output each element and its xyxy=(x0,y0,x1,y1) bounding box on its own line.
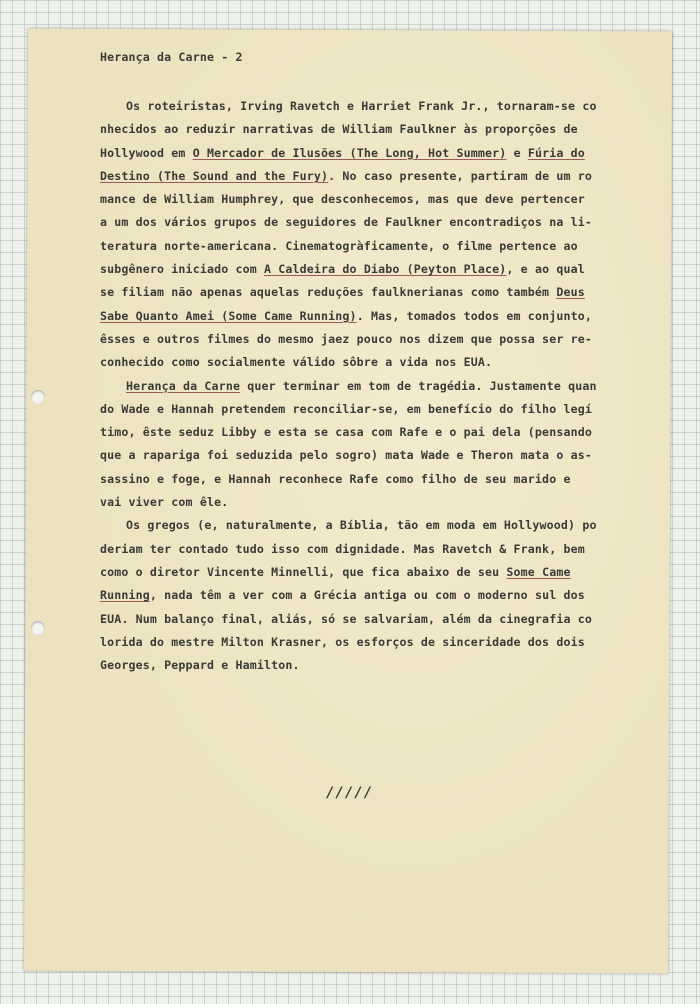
text-line xyxy=(100,258,597,281)
underlined-title: Deus xyxy=(556,285,585,300)
text-line xyxy=(100,188,597,211)
end-mark: ///// xyxy=(326,785,374,801)
text-line xyxy=(100,118,597,141)
text-line xyxy=(100,654,597,677)
text-segment: deriam ter contado tudo isso com dignidade. Mas Ravetch & Frank, bem xyxy=(100,541,585,556)
text-segment: Os roteiristas, Irving Ravetch e Harriet Frank Jr., tornaram-se co xyxy=(126,99,597,113)
text-line xyxy=(100,281,597,304)
underlined-title: Destino (The Sound and the Fury) xyxy=(100,168,329,183)
text-segment: , e ao qual xyxy=(506,262,585,277)
underlined-title: Fúria do xyxy=(527,145,585,160)
text-line xyxy=(100,584,597,607)
text-line xyxy=(100,305,597,328)
text-line xyxy=(100,514,597,537)
text-segment: vai viver com êle. xyxy=(100,495,229,510)
text-line xyxy=(100,375,597,398)
text-segment: . Mas, tomados todos em conjunto, xyxy=(356,308,592,323)
text-segment: subgênero iniciado com xyxy=(100,262,264,277)
text-line xyxy=(100,165,597,188)
text-line xyxy=(100,421,597,444)
text-segment: a um dos vários grupos de seguidores de Faulkner encontradiços na li- xyxy=(100,215,592,230)
underlined-title: Herança da Carne xyxy=(126,378,241,393)
text-line xyxy=(100,95,597,118)
text-segment: do Wade e Hannah pretendem reconciliar-se, em benefício do filho legí xyxy=(100,401,592,416)
underlined-title: Running xyxy=(100,588,150,603)
text-segment: timo, êste seduz Libby e esta se casa com Rafe e o pai dela (pensando xyxy=(100,425,592,440)
text-line xyxy=(100,444,597,467)
text-segment: . No caso presente, partiram de um ro xyxy=(328,168,592,183)
text-segment: Os gregos (e, naturalmente, a Bíblia, tão em moda em Hollywood) po xyxy=(126,518,597,533)
punch-hole xyxy=(31,390,45,404)
underlined-title: A Caldeira do Diabo (Peyton Place) xyxy=(264,262,507,277)
text-segment: teratura norte-americana. Cinematogràficamente, o filme pertence ao xyxy=(100,238,578,253)
text-segment: Georges, Peppard e Hamilton. xyxy=(100,658,300,673)
text-segment: como o diretor Vincente Minnelli, que fica abaixo de seu xyxy=(100,564,507,579)
text-line xyxy=(100,211,597,234)
text-line xyxy=(100,468,597,491)
text-segment: sassino e foge, e Hannah reconhece Rafe como filho de seu marido e xyxy=(100,471,571,486)
text-segment: e xyxy=(506,145,528,160)
text-segment: quer terminar em tom de tragédia. Justamente quan xyxy=(240,378,597,393)
text-line xyxy=(100,142,597,165)
text-segment: que a rapariga foi seduzida pelo sogro) mata Wade e Theron mata o as- xyxy=(100,448,592,463)
text-line xyxy=(100,398,597,421)
underlined-title: Sabe Quanto Amei (Some Came Running) xyxy=(100,308,357,323)
text-line xyxy=(100,561,597,584)
text-segment: Hollywood em xyxy=(100,145,193,160)
text-segment: conhecido como socialmente válido sôbre a vida nos EUA. xyxy=(100,355,493,370)
text-segment: mance de William Humphrey, que desconhecemos, mas que deve pertencer xyxy=(100,192,585,207)
text-line xyxy=(100,608,597,631)
text-line xyxy=(100,491,597,514)
text-line xyxy=(100,235,597,258)
text-segment: , nada têm a ver com a Grécia antiga ou com o moderno sul dos xyxy=(149,588,585,603)
body-text xyxy=(100,95,597,677)
text-segment: êsses e outros filmes do mesmo jaez pouco nos dizem que possa ser re- xyxy=(100,331,592,346)
text-segment: EUA. Num balanço final, aliás, só se salvariam, além da cinegrafia co xyxy=(100,611,592,626)
text-segment: se filiam não apenas aquelas reduções faulknerianas como também xyxy=(100,285,557,300)
text-segment: lorida do mestre Milton Krasner, os esforços de sinceridade dos dois xyxy=(100,634,585,649)
text-segment: nhecidos ao reduzir narrativas de William Faulkner às proporções de xyxy=(100,122,578,137)
punch-hole xyxy=(31,621,45,635)
underlined-title: O Mercador de Ilusões (The Long, Hot Summer) xyxy=(192,145,507,160)
underlined-title: Some Came xyxy=(506,564,571,579)
text-line xyxy=(100,328,597,351)
text-line xyxy=(100,351,597,374)
page-header: Herança da Carne - 2 xyxy=(100,50,243,64)
text-line xyxy=(100,631,597,654)
text-line xyxy=(100,538,597,561)
